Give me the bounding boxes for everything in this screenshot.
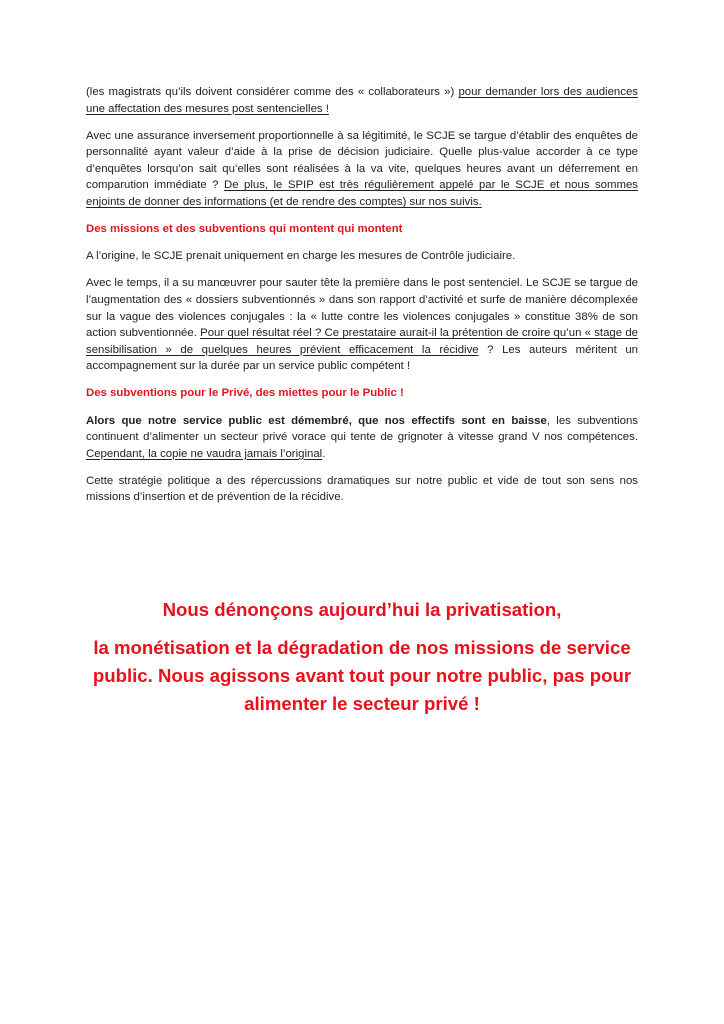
underlined-text: pour demander lors des audiences une affectation des mesures post sentencielles ! — [86, 86, 638, 115]
bold-text: Alors que notre service public est démembré, que nos effectifs sont en baisse — [86, 414, 547, 427]
paragraph-enquetes — [86, 128, 638, 211]
paragraph-service-public — [86, 413, 638, 463]
text: . — [322, 447, 326, 460]
text: Avec une assurance inversement proportionnelle à sa légitimité, le SCJE se targue d’établir des enquêtes de personnalité ayant valeur d’aide à la prise de décision judiciaire. Quelle plus-value accorder à ce type d’enquêtes lorsqu’on sait qu’elles sont réalisées à la va vite, quelques heures avant un déferrement en comparution immédiate ? — [86, 129, 638, 192]
underlined-text: Pour quel résultat réel ? Ce prestataire aurait-il la prétention de croire qu’un « stage de sensibilisation » de quelques heures prévient efficacement la récidive — [86, 327, 638, 356]
closing-line-2: la monétisation et la dégradation de nos missions de service public. Nous agissons avant tout pour notre public, pas pour alimenter le secteur privé ! — [92, 637, 632, 714]
text: , les subventions continuent d’alimenter un secteur privé vorace qui tente de grignoter à vitesse grand V nos compétences. — [86, 414, 638, 444]
paragraph-magistrats — [86, 84, 638, 117]
underlined-text: De plus, le SPIP est très régulièrement appelé par le SCJE et nous sommes enjoints de donner des informations (et de rendre des comptes) sur nos suivis. — [86, 179, 638, 209]
document-body — [86, 84, 638, 516]
text: ? Les auteurs méritent un accompagnement sur la durée par un service public compétent ! — [86, 343, 638, 373]
underlined-text: Cependant, la copie ne vaudra jamais l’original — [86, 447, 323, 460]
paragraph-temps — [86, 275, 638, 375]
text: Avec le temps, il a su manœuvrer pour sauter tête la première dans le post sentenciel. Le SCJE se targue de l’augmentation des « dossiers subventionnés » dans son rapport d’activité et surfe de manière décomplexée sur la vague des violences conjugales : la « lutte contre les violences conjugales » constitue 38% de son action subventionnée. — [86, 277, 638, 340]
text: (les magistrats qu’ils doivent considérer comme des « collaborateurs ») — [86, 86, 459, 98]
paragraph-origine: A l’origine, le SCJE prenait uniquement en charge les mesures de Contrôle judiciaire. — [86, 250, 516, 263]
closing-line-1: Nous dénonçons aujourd’hui la privatisation, — [162, 599, 562, 620]
section-heading-missions: Des missions et des subventions qui montent qui montent — [86, 223, 403, 236]
closing-statement — [86, 596, 638, 718]
paragraph-strategie: Cette stratégie politique a des répercussions dramatiques sur notre public et vide de tout son sens nos missions d’insertion et de prévention de la récidive. — [86, 474, 638, 504]
section-heading-subventions: Des subventions pour le Privé, des miettes pour le Public ! — [86, 387, 404, 400]
